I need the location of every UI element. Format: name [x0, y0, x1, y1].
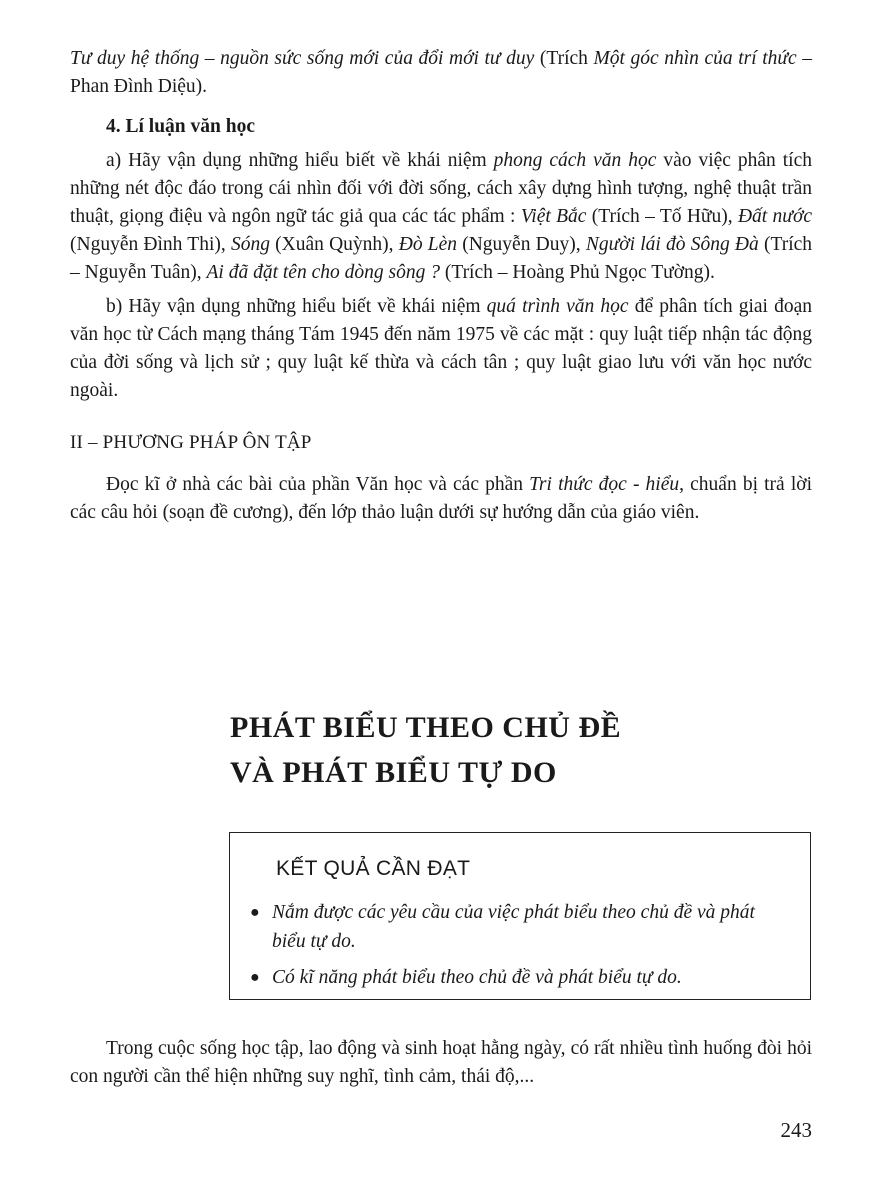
- bullet-icon: ●: [250, 904, 260, 921]
- page-number: 243: [780, 1118, 812, 1142]
- list-item-text: Có kĩ năng phát biểu theo chủ đề và phát biểu tự do.: [272, 967, 682, 988]
- intro-author: – Phan Đình Diệu).: [70, 48, 812, 97]
- text-run: , chuẩn bị trả lời các câu hỏi (soạn đề cương), đến lớp thảo luận dưới sự hướng dẫn của giáo viên.: [70, 474, 812, 523]
- text-run: Đọc kĩ ở nhà các bài của phần Văn học và các phần: [106, 474, 530, 495]
- text-run: để phân tích giai đoạn văn học từ Cách mạng tháng Tám 1945 đến năm 1975 về các mặt : quy luật tiếp nhận tác động của đời sống và lịch sử ; quy luật kế thừa và cách tân ; quy luật giao lưu với văn học nước ngoài.: [70, 296, 813, 401]
- closing-paragraph: Trong cuộc sống học tập, lao động và sinh hoạt hằng ngày, có rất nhiều tình huống đòi hỏi con người cần thể hiện những suy nghĩ, tình cảm, thái độ,...: [70, 1038, 812, 1087]
- text-run: (Trích – Nguyễn Tuân),: [70, 234, 813, 283]
- page-body: [70, 45, 812, 527]
- chapter-title: [230, 705, 621, 795]
- section-2-paragraph: [70, 471, 812, 527]
- intro-text: (Trích: [534, 48, 594, 69]
- intro-title-italic: Tư duy hệ thống – nguồn sức sống mới của đổi mới tư duy: [70, 48, 535, 69]
- work-title-italic: Ai đã đặt tên cho dòng sông ?: [206, 262, 440, 283]
- list-item: [248, 898, 793, 956]
- results-box-title: KẾT QUẢ CẦN ĐẠT: [276, 857, 471, 880]
- text-run: (Nguyễn Duy),: [457, 234, 586, 255]
- text-run: (Xuân Quỳnh),: [269, 234, 399, 255]
- text-run: (Nguyễn Đình Thi),: [70, 234, 231, 255]
- text-run: b) Hãy vận dụng những hiểu biết về khái niệm: [106, 296, 487, 317]
- section-4b-paragraph: [70, 293, 812, 405]
- chapter-title-line-1: PHÁT BIỂU THEO CHỦ ĐỀ: [230, 711, 622, 744]
- intro-paragraph: [70, 45, 812, 101]
- text-run: vào việc phân tích những nét độc đáo trong cái nhìn đối với đời sống, cách xây dựng hình tượng, nghệ thuật trần thuật, giọng điệu và ngôn ngữ tác giả qua các tác phẩm :: [70, 150, 812, 227]
- work-title-italic: Đò Lèn: [398, 234, 458, 255]
- chapter-title-line-2: VÀ PHÁT BIỂU TỰ DO: [230, 756, 557, 789]
- section-4-heading: 4. Lí luận văn học: [106, 116, 256, 137]
- section-4a-paragraph: [70, 147, 812, 287]
- italic-run: quá trình văn học: [486, 296, 629, 317]
- work-title-italic: Người lái đò Sông Đà: [585, 234, 759, 255]
- italic-run: phong cách văn học: [493, 150, 657, 171]
- work-title-italic: Sóng: [230, 234, 270, 255]
- text-run: a) Hãy vận dụng những hiểu biết về khái niệm: [106, 150, 494, 171]
- intro-source-italic: Một góc nhìn của trí thức: [593, 48, 797, 69]
- work-title-italic: Việt Bắc: [520, 206, 587, 227]
- work-title-italic: Đất nước: [737, 206, 812, 227]
- bullet-icon: ●: [250, 969, 260, 986]
- section-2-title: II – PHƯƠNG PHÁP ÔN TẬP: [70, 432, 312, 453]
- list-item: [248, 963, 793, 992]
- text-run: (Trích – Hoàng Phủ Ngọc Tường).: [439, 262, 715, 283]
- text-run: (Trích – Tố Hữu),: [586, 206, 738, 227]
- results-box: [229, 832, 811, 1000]
- italic-run: Tri thức đọc - hiểu: [529, 474, 680, 495]
- list-item-text: Nắm được các yêu cầu của việc phát biểu theo chủ đề và phát biểu tự do.: [272, 902, 755, 952]
- results-list: [248, 898, 793, 999]
